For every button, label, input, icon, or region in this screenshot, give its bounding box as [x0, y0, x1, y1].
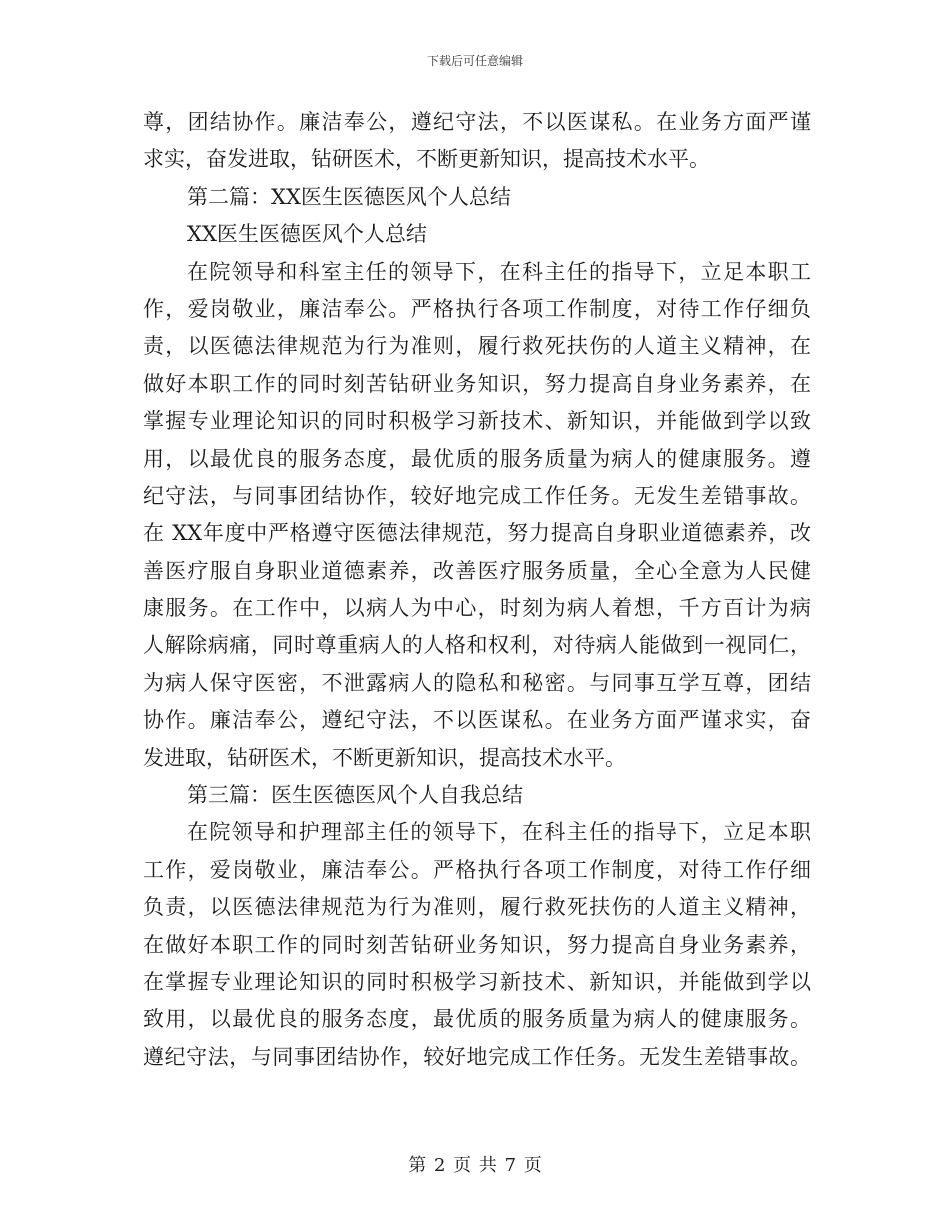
- text-line: 在院领导和科室主任的领导下，在科主任的指导下，立足本职工: [187, 259, 811, 284]
- text-line: 康服务。在工作中，以病人为中心，时刻为病人着想，千方百计为病: [143, 596, 811, 621]
- text-line: 掌握专业理论知识的同时积极学习新技术、新知识，并能做到学以致: [143, 409, 811, 434]
- text-line: 遵纪守法，与同事团结协作，较好地完成工作任务。无发生差错事故。: [143, 1044, 811, 1069]
- text-line: 人解除病痛，同时尊重病人的人格和权利，对待病人能做到一视同仁，: [143, 633, 811, 658]
- text-line: 尊，团结协作。廉洁奉公，遵纪守法，不以医谋私。在业务方面严谨: [143, 110, 811, 134]
- page-header-note: 下载后可任意编辑: [426, 54, 523, 68]
- text-line: 发进取，钻研医术，不断更新知识，提高技术水平。: [143, 745, 626, 770]
- text-line: 责，以医德法律规范为行为准则，履行救死扶伤的人道主义精神，在: [143, 334, 811, 359]
- section-heading: 第二篇：XX医生医德医风个人总结: [187, 184, 511, 209]
- text-line: 在做好本职工作的同时刻苦钻研业务知识，努力提高自身业务素养，: [143, 932, 811, 957]
- text-line: 求实，奋发进取，钻研医术，不断更新知识，提高技术水平。: [143, 147, 710, 172]
- text-line: 作，爱岗敬业，廉洁奉公。严格执行各项工作制度，对待工作仔细负: [143, 296, 811, 321]
- text-line: 纪守法，与同事团结协作，较好地完成工作任务。无发生差错事故。: [143, 483, 811, 508]
- text-line: 协作。廉洁奉公，遵纪守法，不以医谋私。在业务方面严谨求实，奋: [143, 708, 811, 733]
- text-line: 在院领导和护理部主任的领导下，在科主任的指导下，立足本职: [187, 820, 811, 845]
- text-line: 用，以最优良的服务态度，最优质的服务质量为病人的健康服务。遵: [143, 446, 811, 471]
- text-line: 做好本职工作的同时刻苦钻研业务知识，努力提高自身业务素养，在: [143, 371, 811, 396]
- text-line: 在 XX年度中严格遵守医德法律规范，努力提高自身职业道德素养，改: [143, 521, 811, 546]
- text-line: 工作，爱岗敬业，廉洁奉公。严格执行各项工作制度，对待工作仔细: [143, 857, 811, 882]
- page-number-footer: 第 2 页 共 7 页: [408, 1155, 542, 1176]
- section-subheading: XX医生医德医风个人总结: [187, 222, 427, 247]
- text-line: 善医疗服自身职业道德素养，改善医疗服务质量，全心全意为人民健: [143, 558, 811, 583]
- body-text: [143, 104, 811, 1076]
- text-line: 在掌握专业理论知识的同时积极学习新技术、新知识，并能做到学以: [143, 969, 811, 994]
- text-line: 负责，以医德法律规范为行为准则，履行救死扶伤的人道主义精神，: [143, 895, 811, 920]
- section-heading: 第三篇：医生医德医风个人自我总结: [187, 783, 523, 808]
- text-line: 致用，以最优良的服务态度，最优质的服务质量为病人的健康服务。: [143, 1007, 811, 1032]
- text-line: 为病人保守医密，不泄露病人的隐私和秘密。与同事互学互尊，团结: [143, 670, 811, 695]
